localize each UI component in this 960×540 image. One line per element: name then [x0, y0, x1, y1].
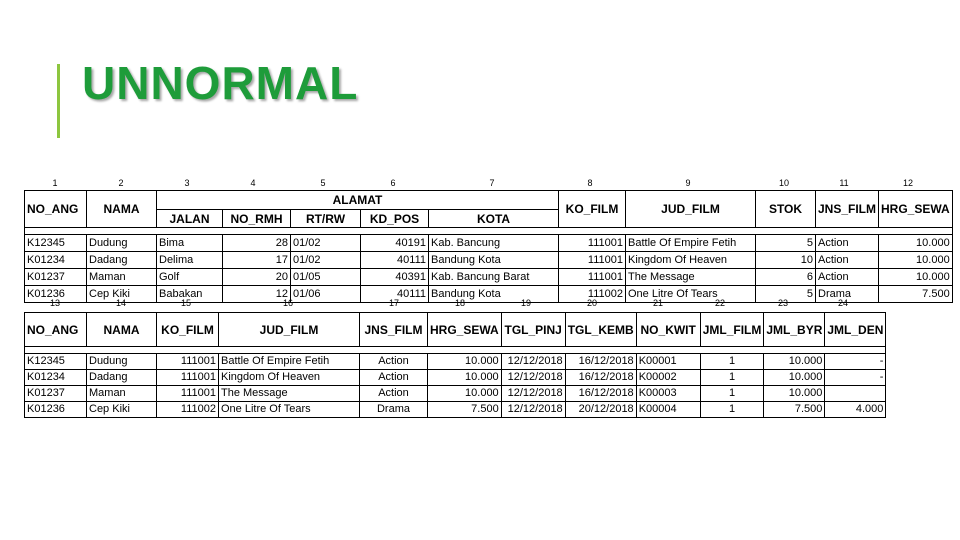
cell: 10.000 — [428, 386, 502, 402]
table2-colnum: 22 — [714, 298, 726, 308]
cell: Maman — [87, 386, 157, 402]
cell: 12/12/2018 — [501, 370, 565, 386]
table1-colnum: 5 — [320, 178, 326, 188]
cell: 16/12/2018 — [565, 386, 636, 402]
cell: Action — [360, 370, 428, 386]
header-jns-film: JNS_FILM — [360, 313, 428, 347]
cell: K01234 — [25, 252, 87, 269]
cell: 10.000 — [764, 370, 825, 386]
header-no-kwit: NO_KWIT — [636, 313, 700, 347]
cell: 20/12/2018 — [565, 402, 636, 418]
header-hrg-sewa: HRG_SEWA — [428, 313, 502, 347]
cell: Battle Of Empire Fetih — [626, 235, 756, 252]
cell: Dudung — [87, 235, 157, 252]
cell: K12345 — [25, 235, 87, 252]
cell: 10.000 — [764, 354, 825, 370]
table-row — [25, 354, 886, 370]
cell: 12/12/2018 — [501, 354, 565, 370]
header-ko-film: KO_FILM — [559, 191, 626, 228]
cell: 7.500 — [879, 286, 953, 303]
cell: 16/12/2018 — [565, 354, 636, 370]
cell: Cep Kiki — [87, 286, 157, 303]
cell: 40391 — [361, 269, 429, 286]
table2-colnum: 23 — [777, 298, 789, 308]
header-jml-byr: JML_BYR — [764, 313, 825, 347]
cell: 12/12/2018 — [501, 402, 565, 418]
cell: One Litre Of Tears — [219, 402, 360, 418]
header-kd-pos: KD_POS — [361, 210, 429, 228]
header-tgl-pinj: TGL_PINJ — [501, 313, 565, 347]
cell: 01/02 — [291, 252, 361, 269]
table1-column-numbers — [0, 178, 960, 190]
cell: Drama — [360, 402, 428, 418]
cell: 17 — [223, 252, 291, 269]
cell: K01237 — [25, 386, 87, 402]
cell: Maman — [87, 269, 157, 286]
table-row — [25, 402, 886, 418]
cell: 10.000 — [428, 370, 502, 386]
cell: K00002 — [636, 370, 700, 386]
cell: 10 — [756, 252, 816, 269]
table2-colnum: 16 — [282, 298, 294, 308]
cell: Kab. Bancung — [429, 235, 559, 252]
cell: 12 — [223, 286, 291, 303]
table1-colnum: 6 — [390, 178, 396, 188]
cell: Delima — [157, 252, 223, 269]
cell: 111001 — [157, 386, 219, 402]
table2-column-numbers — [0, 298, 960, 310]
cell: Bandung Kota — [429, 286, 559, 303]
header-jud-film: JUD_FILM — [219, 313, 360, 347]
table1-colnum: 10 — [778, 178, 790, 188]
cell: 111002 — [157, 402, 219, 418]
table-row — [25, 386, 886, 402]
cell: Battle Of Empire Fetih — [219, 354, 360, 370]
header-tgl-kemb: TGL_KEMB — [565, 313, 636, 347]
cell: - — [825, 370, 886, 386]
cell: K01234 — [25, 370, 87, 386]
cell: Action — [360, 354, 428, 370]
cell: - — [825, 354, 886, 370]
header-jud-film: JUD_FILM — [626, 191, 756, 228]
cell: 111002 — [559, 286, 626, 303]
table2-colnum: 18 — [454, 298, 466, 308]
table1-colnum: 4 — [250, 178, 256, 188]
cell: K01237 — [25, 269, 87, 286]
table2-colnum: 24 — [837, 298, 849, 308]
cell: 10.000 — [428, 354, 502, 370]
accent-bar — [57, 64, 60, 138]
cell: 111001 — [559, 252, 626, 269]
cell: 10.000 — [879, 235, 953, 252]
cell: Dadang — [87, 370, 157, 386]
header-gap — [25, 347, 886, 354]
cell: 111001 — [559, 235, 626, 252]
cell: Action — [816, 235, 879, 252]
cell: 10.000 — [879, 269, 953, 286]
cell: 111001 — [157, 370, 219, 386]
table2-colnum: 21 — [652, 298, 664, 308]
cell: Action — [816, 269, 879, 286]
header-alamat: ALAMAT — [157, 191, 559, 210]
cell: 111001 — [157, 354, 219, 370]
table1-colnum: 9 — [685, 178, 691, 188]
cell: Kab. Bancung Barat — [429, 269, 559, 286]
header-nama: NAMA — [87, 191, 157, 228]
table1-colnum: 2 — [118, 178, 124, 188]
header-jml-den: JML_DEN — [825, 313, 886, 347]
header-hrg-sewa: HRG_SEWA — [879, 191, 953, 228]
cell: K00004 — [636, 402, 700, 418]
cell: Cep Kiki — [87, 402, 157, 418]
cell: 20 — [223, 269, 291, 286]
cell: 6 — [756, 269, 816, 286]
header-rt-rw: RT/RW — [291, 210, 361, 228]
cell: 40111 — [361, 286, 429, 303]
table2-colnum: 20 — [586, 298, 598, 308]
cell: Action — [816, 252, 879, 269]
header-no-ang: NO_ANG — [25, 191, 87, 228]
cell: Drama — [816, 286, 879, 303]
table2-colnum: 15 — [180, 298, 192, 308]
cell: 16/12/2018 — [565, 370, 636, 386]
table-row — [25, 370, 886, 386]
cell: 01/06 — [291, 286, 361, 303]
table1-colnum: 1 — [52, 178, 58, 188]
customer-rental-table — [24, 190, 953, 303]
cell: The Message — [626, 269, 756, 286]
cell: Bima — [157, 235, 223, 252]
cell: K00003 — [636, 386, 700, 402]
cell: K12345 — [25, 354, 87, 370]
cell: Dadang — [87, 252, 157, 269]
cell: 1 — [700, 386, 764, 402]
cell: 40111 — [361, 252, 429, 269]
header-gap — [25, 228, 953, 235]
cell: 4.000 — [825, 402, 886, 418]
cell: 5 — [756, 235, 816, 252]
rental-transaction-table — [24, 312, 886, 418]
cell: 12/12/2018 — [501, 386, 565, 402]
cell: Action — [360, 386, 428, 402]
header-stok: STOK — [756, 191, 816, 228]
cell: 1 — [700, 402, 764, 418]
cell: Kingdom Of Heaven — [219, 370, 360, 386]
cell: 01/05 — [291, 269, 361, 286]
cell: 28 — [223, 235, 291, 252]
cell: 40191 — [361, 235, 429, 252]
table2-colnum: 19 — [520, 298, 532, 308]
cell: 1 — [700, 370, 764, 386]
cell: Babakan — [157, 286, 223, 303]
header-jml-film: JML_FILM — [700, 313, 764, 347]
table1-colnum: 8 — [587, 178, 593, 188]
header-jalan: JALAN — [157, 210, 223, 228]
cell: 10.000 — [764, 386, 825, 402]
table-row — [25, 269, 953, 286]
cell: 111001 — [559, 269, 626, 286]
header-kota: KOTA — [429, 210, 559, 228]
cell: 01/02 — [291, 235, 361, 252]
cell: Bandung Kota — [429, 252, 559, 269]
table-row — [25, 235, 953, 252]
cell: 10.000 — [879, 252, 953, 269]
header-ko-film: KO_FILM — [157, 313, 219, 347]
cell: One Litre Of Tears — [626, 286, 756, 303]
cell: K01236 — [25, 286, 87, 303]
cell: 7.500 — [428, 402, 502, 418]
table1-colnum: 12 — [902, 178, 914, 188]
cell: The Message — [219, 386, 360, 402]
table2-colnum: 14 — [115, 298, 127, 308]
cell: Dudung — [87, 354, 157, 370]
cell: 5 — [756, 286, 816, 303]
cell: 7.500 — [764, 402, 825, 418]
cell: 1 — [700, 354, 764, 370]
table2-colnum: 13 — [49, 298, 61, 308]
table1-colnum: 3 — [184, 178, 190, 188]
header-no-ang: NO_ANG — [25, 313, 87, 347]
header-nama: NAMA — [87, 313, 157, 347]
page-title: UNNORMAL — [82, 57, 359, 109]
table-row — [25, 252, 953, 269]
table1-colnum: 11 — [839, 178, 849, 188]
cell: Golf — [157, 269, 223, 286]
cell: Kingdom Of Heaven — [626, 252, 756, 269]
cell: K01236 — [25, 402, 87, 418]
header-no-rmh: NO_RMH — [223, 210, 291, 228]
header-jns-film: JNS_FILM — [816, 191, 879, 228]
cell — [825, 386, 886, 402]
cell: K00001 — [636, 354, 700, 370]
table1-colnum: 7 — [489, 178, 495, 188]
table2-colnum: 17 — [388, 298, 400, 308]
